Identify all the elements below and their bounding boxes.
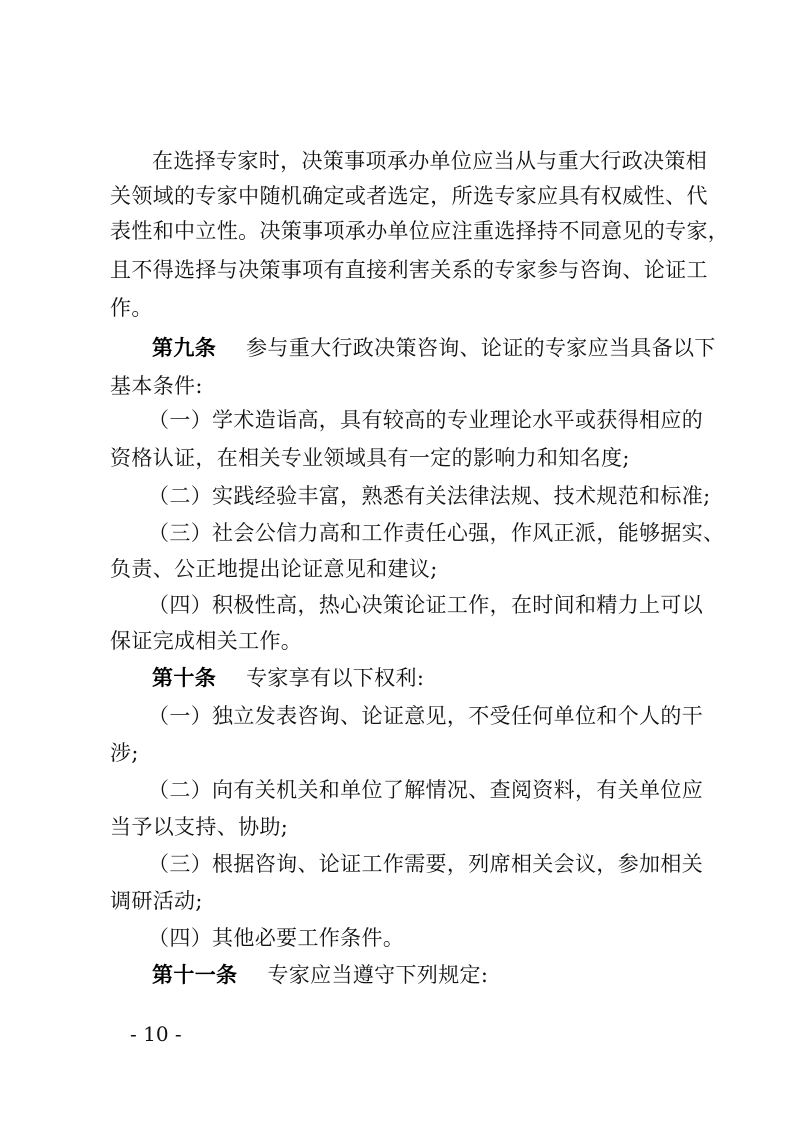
article-9-line — [152, 333, 716, 363]
list-item: （二）向有关机关和单位了解情况、查阅资料，有关单位应 — [148, 778, 704, 802]
article-9-heading: 第九条 — [152, 336, 217, 360]
article-11-text: 专家应当遵守下列规定: — [267, 963, 489, 987]
article-9-text: 参与重大行政决策咨询、论证的专家应当具备以下 — [246, 336, 716, 360]
list-item: 保证完成相关工作。 — [110, 629, 303, 653]
list-item: （三）社会公信力高和工作责任心强，作风正派，能够据实、 — [148, 521, 725, 545]
list-item: （四）积极性高，热心决策论证工作，在时间和精力上可以 — [148, 593, 704, 617]
article-9-text-cont: 基本条件: — [110, 374, 203, 398]
list-item: 资格认证，在相关专业领域具有一定的影响力和知名度; — [110, 446, 630, 470]
page-number: - 10 - — [130, 1022, 182, 1046]
list-item: （一）独立发表咨询、论证意见，不受任何单位和个人的干 — [148, 704, 704, 728]
list-item: 调研活动; — [110, 889, 203, 913]
paragraph-line: 表性和中立性。决策事项承办单位应注重选择持不同意见的专家， — [110, 219, 730, 243]
list-item: 当予以支持、协助; — [110, 815, 289, 839]
article-11-line — [152, 960, 488, 990]
paragraph-line: 作。 — [110, 296, 153, 320]
article-10-line — [152, 663, 424, 693]
article-11-heading: 第十一条 — [152, 963, 238, 987]
paragraph-line: 在选择专家时，决策事项承办单位应当从与重大行政决策相 — [152, 149, 708, 173]
list-item: 涉; — [110, 741, 139, 765]
article-10-text: 专家享有以下权利: — [246, 666, 425, 690]
list-item: （二）实践经验丰富，熟悉有关法律法规、技术规范和标准; — [148, 484, 711, 508]
paragraph-line: 且不得选择与决策事项有直接利害关系的专家参与咨询、论证工 — [110, 258, 708, 282]
list-item: （一）学术造诣高，具有较高的专业理论水平或获得相应的 — [148, 408, 704, 432]
list-item: （三）根据咨询、论证工作需要，列席相关会议，参加相关 — [148, 852, 704, 876]
list-item: 负责、公正地提出论证意见和建议; — [110, 557, 438, 581]
paragraph-line: 关领域的专家中随机确定或者选定，所选专家应具有权威性、代 — [110, 184, 708, 208]
article-10-heading: 第十条 — [152, 666, 217, 690]
list-item: （四）其他必要工作条件。 — [148, 926, 405, 950]
